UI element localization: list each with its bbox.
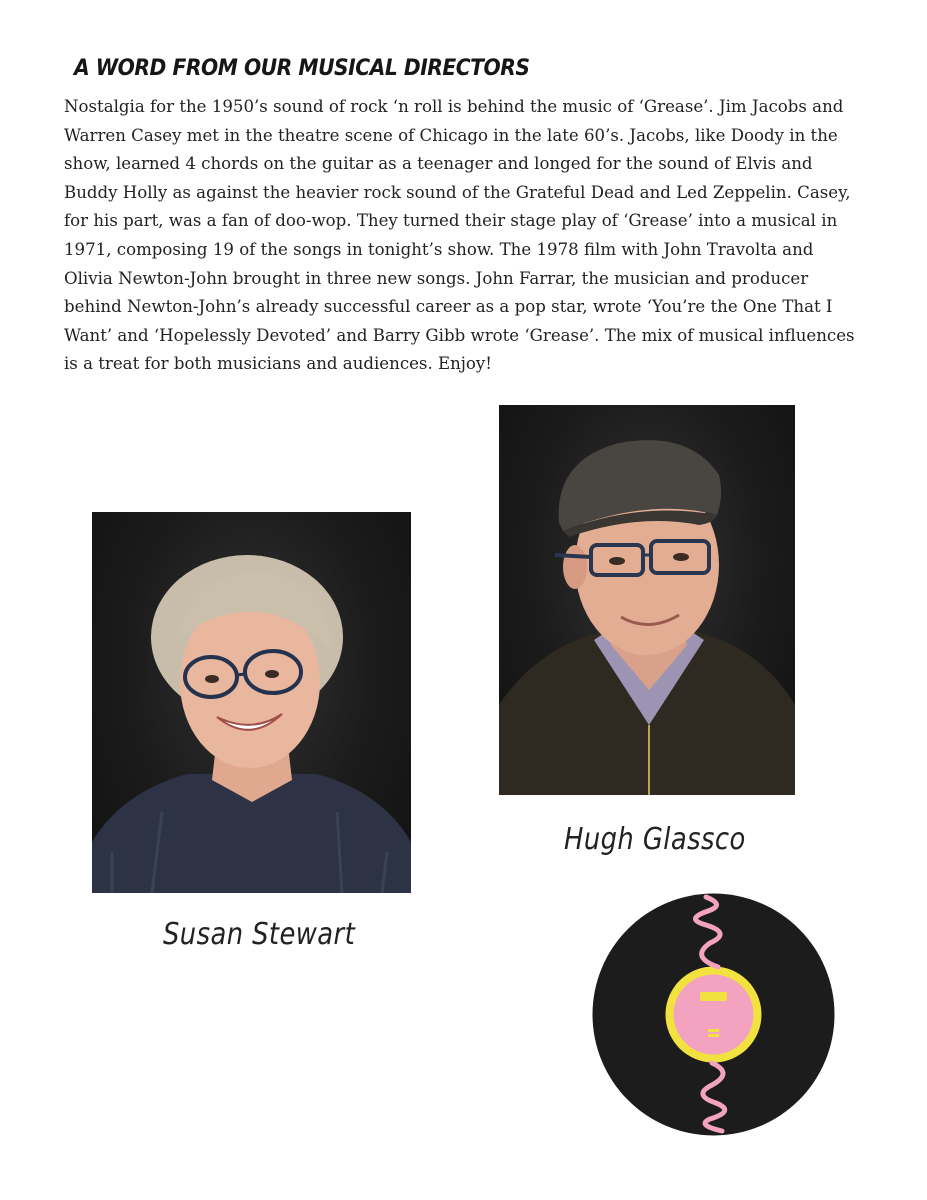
- susan-stewart-photo: [92, 512, 411, 893]
- hugh-glassco-caption: Hugh Glassco: [564, 822, 746, 857]
- susan-stewart-caption: Susan Stewart: [163, 917, 356, 952]
- vinyl-record-icon: [592, 893, 835, 1136]
- intro-paragraph: Nostalgia for the 1950’s sound of rock ‘n roll is behind the music of ‘Grease’. Jim Jacobs and Warren Casey met in the theatre scene of Chicago in the late 60’s. Jacobs, like Doody in the show, learned 4 chords on the guitar as a teenager and longed for the sound of Elvis and Buddy Holly as against the heavier rock sound of the Grateful Dead and Led Zeppelin. Casey, for his part, was a fan of doo-wop. They turned their stage play of ‘Grease’ into a musical in 1971, composing 19 of the songs in tonight’s show. The 1978 film with John Travolta and Olivia Newton-John brought in three new songs. John Farrar, the musician and producer behind Newton-John’s already successful career as a pop star, wrote ‘You’re the One That I Want’ and ‘Hopelessly Devoted’ and Barry Gibb wrote ‘Grease’. The mix of musical influences is a treat for both musicians and audiences. Enjoy!: [64, 97, 855, 374]
- hugh-glassco-photo: [499, 405, 795, 795]
- page-heading: A WORD FROM OUR MUSICAL DIRECTORS: [74, 56, 530, 81]
